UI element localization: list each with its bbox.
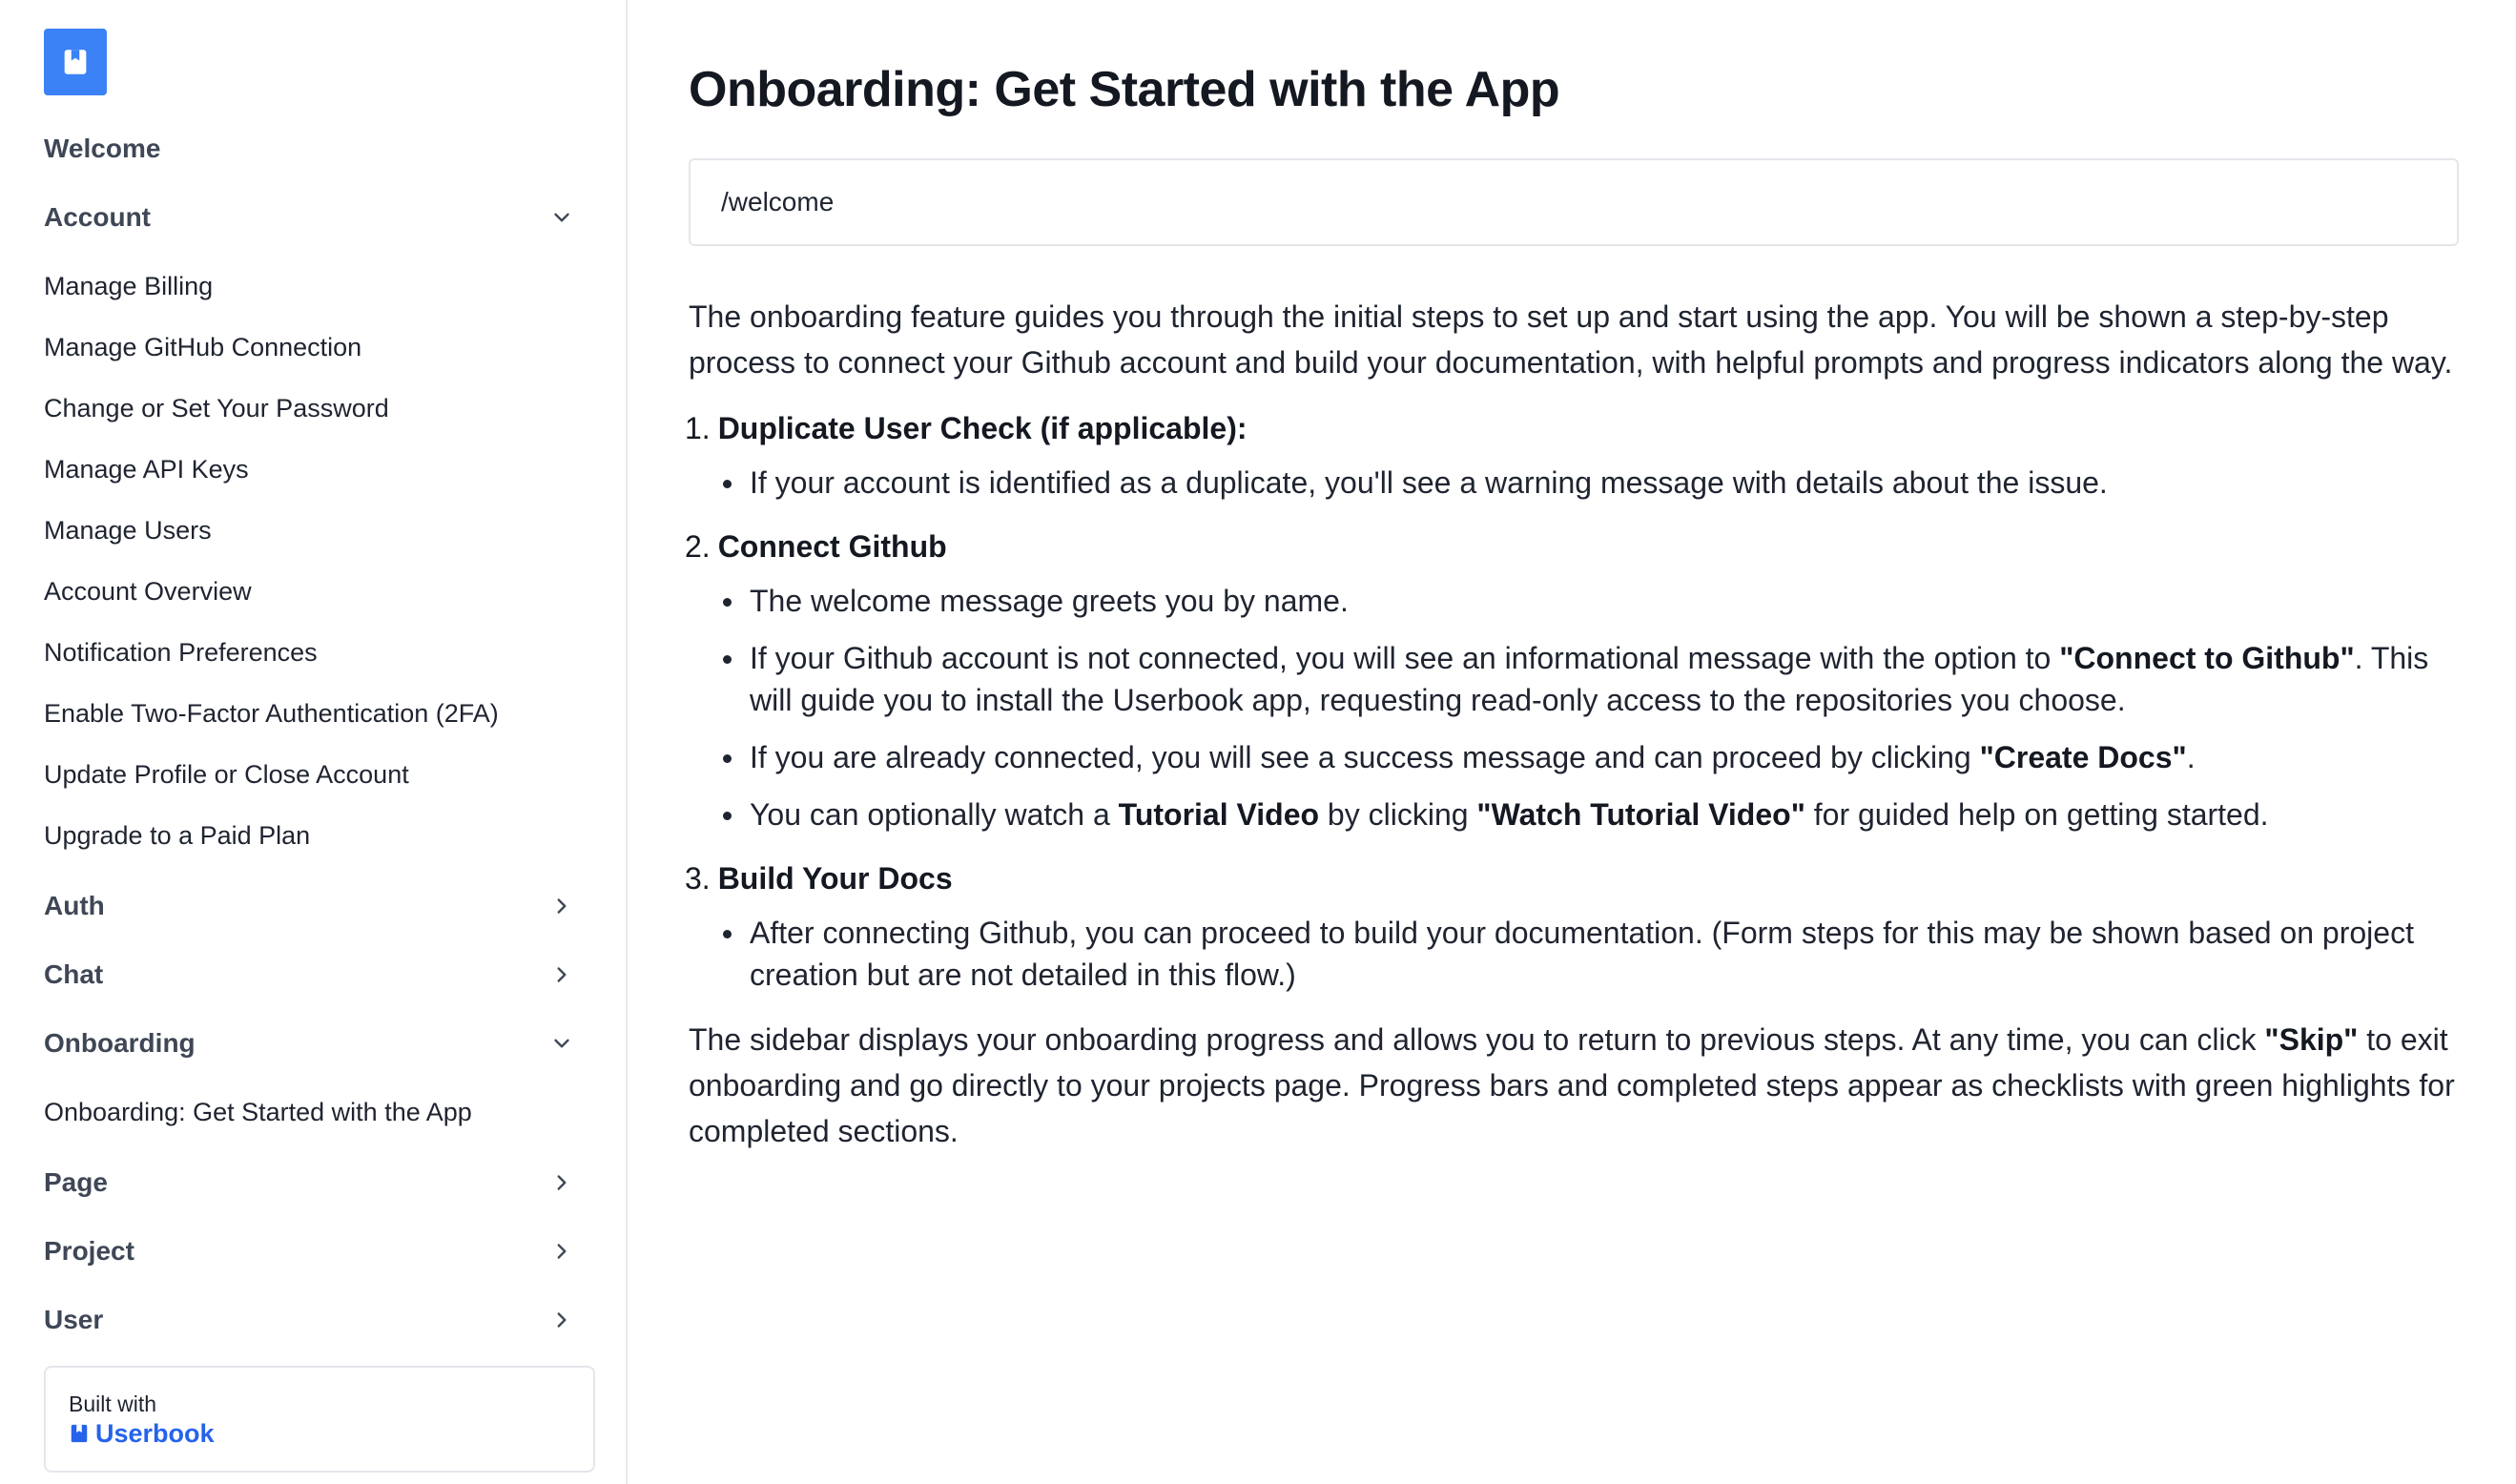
sidebar-item-account-overview[interactable] bbox=[44, 561, 593, 622]
sidebar-item-label: Manage Billing bbox=[44, 271, 214, 300]
sidebar-section-label: Project bbox=[44, 1236, 134, 1266]
book-icon bbox=[59, 46, 92, 78]
chevron-down-icon bbox=[549, 1031, 574, 1056]
sidebar-section-page[interactable] bbox=[44, 1148, 593, 1217]
intro-paragraph: The onboarding feature guides you through the initial steps to set up and start using the app. You will be shown a step-by-step process to connect your Github account and build your documentation, with helpful prompts and progress indicators along the way. bbox=[689, 299, 2453, 380]
step-title: Duplicate User Check (if applicable): bbox=[717, 411, 1248, 445]
sidebar-item-label: Change or Set Your Password bbox=[44, 393, 389, 423]
step-heading bbox=[685, 856, 2459, 900]
sidebar-item-welcome[interactable] bbox=[44, 114, 593, 183]
list-item bbox=[719, 736, 2459, 778]
route-path-box bbox=[689, 158, 2459, 246]
sidebar-section-user[interactable] bbox=[44, 1286, 593, 1354]
book-icon bbox=[69, 1423, 90, 1444]
chevron-right-icon bbox=[549, 1308, 574, 1332]
built-with-brand[interactable] bbox=[69, 1417, 570, 1450]
sidebar-section-label: Page bbox=[44, 1167, 108, 1197]
sidebar-item-upgrade-plan[interactable] bbox=[44, 805, 593, 866]
sidebar-item-onboarding-get-started[interactable] bbox=[44, 1082, 593, 1143]
bullet-text: by clicking bbox=[1319, 797, 1477, 832]
sidebar-item-update-profile[interactable] bbox=[44, 744, 593, 805]
main-content bbox=[628, 0, 2516, 1484]
step-item bbox=[685, 525, 2459, 835]
outro-paragraph bbox=[689, 1017, 2459, 1154]
sidebar-item-notification-preferences[interactable] bbox=[44, 622, 593, 683]
sidebar-item-label: Manage GitHub Connection bbox=[44, 332, 362, 361]
bullet-strong: "Connect to Github" bbox=[2059, 641, 2355, 675]
step-number: 3. bbox=[685, 861, 711, 896]
sidebar-item-manage-api-keys[interactable] bbox=[44, 439, 593, 500]
step-bullets bbox=[689, 462, 2459, 504]
chevron-right-icon bbox=[549, 894, 574, 918]
bullet-text: . This will guide you to install the Userbook app, requesting read-only access to the repositories you choose. bbox=[750, 641, 2429, 717]
sidebar-item-label: Notification Preferences bbox=[44, 637, 318, 667]
sidebar-section-auth[interactable] bbox=[44, 872, 593, 940]
brand-name: Userbook bbox=[95, 1419, 215, 1448]
route-path: /welcome bbox=[721, 187, 835, 216]
list-item bbox=[719, 580, 2459, 622]
step-bullets bbox=[689, 912, 2459, 996]
step-title: Build Your Docs bbox=[717, 861, 953, 896]
outro-strong: "Skip" bbox=[2264, 1022, 2359, 1057]
bullet-text: for guided help on getting started. bbox=[1805, 797, 2269, 832]
list-item bbox=[719, 637, 2459, 721]
sidebar-item-change-password[interactable] bbox=[44, 378, 593, 439]
sidebar-account-items bbox=[44, 252, 593, 872]
sidebar-item-manage-github-connection[interactable] bbox=[44, 317, 593, 378]
sidebar-item-manage-users[interactable] bbox=[44, 500, 593, 561]
bullet-text: The welcome message greets you by name. bbox=[750, 584, 1349, 618]
sidebar-item-label: Manage API Keys bbox=[44, 454, 249, 484]
bullet-text: You can optionally watch a bbox=[750, 797, 1119, 832]
sidebar-item-label: Update Profile or Close Account bbox=[44, 759, 409, 789]
step-title: Connect Github bbox=[717, 529, 947, 564]
sidebar-item-label: Enable Two-Factor Authentication (2FA) bbox=[44, 698, 499, 728]
sidebar-item-label: Upgrade to a Paid Plan bbox=[44, 820, 311, 850]
sidebar-section-label: Auth bbox=[44, 891, 105, 920]
sidebar-item-label: Welcome bbox=[44, 134, 161, 163]
bullet-strong: "Create Docs" bbox=[1979, 740, 2187, 774]
sidebar-section-label: Onboarding bbox=[44, 1028, 196, 1058]
bullet-text: If your account is identified as a duplicate, you'll see a warning message with details about the issue. bbox=[750, 465, 2108, 500]
step-bullets bbox=[689, 580, 2459, 835]
outro-text: The sidebar displays your onboarding progress and allows you to return to previous steps. At any time, you can click bbox=[689, 1022, 2265, 1057]
sidebar-item-enable-2fa[interactable] bbox=[44, 683, 593, 744]
built-with-badge[interactable] bbox=[44, 1366, 595, 1473]
list-item bbox=[719, 794, 2459, 835]
chevron-right-icon bbox=[549, 1170, 574, 1195]
sidebar-section-chat[interactable] bbox=[44, 940, 593, 1009]
sidebar bbox=[0, 0, 628, 1484]
app-logo[interactable] bbox=[44, 29, 107, 95]
chevron-right-icon bbox=[549, 962, 574, 987]
step-number: 2. bbox=[685, 529, 711, 564]
bullet-text: If your Github account is not connected, you will see an informational message with the option to bbox=[750, 641, 2060, 675]
sidebar-section-label: Chat bbox=[44, 959, 104, 989]
sidebar-section-onboarding[interactable] bbox=[44, 1009, 593, 1078]
sidebar-item-label: Manage Users bbox=[44, 515, 212, 545]
built-with-label: Built with bbox=[69, 1391, 157, 1416]
step-heading bbox=[685, 406, 2459, 450]
bullet-text: . bbox=[2186, 740, 2196, 774]
sidebar-item-manage-billing[interactable] bbox=[44, 256, 593, 317]
bullet-text: After connecting Github, you can proceed to build your documentation. (Form steps for this may be shown based on project creation but are not detailed in this flow.) bbox=[750, 916, 2414, 992]
page-title: Onboarding: Get Started with the App bbox=[689, 62, 1560, 117]
sidebar-section-label: User bbox=[44, 1305, 104, 1334]
steps-list bbox=[685, 406, 2459, 996]
list-item bbox=[719, 462, 2459, 504]
bullet-strong: Tutorial Video bbox=[1118, 797, 1320, 832]
step-item bbox=[685, 856, 2459, 996]
step-item bbox=[685, 406, 2459, 504]
sidebar-section-label: Account bbox=[44, 202, 151, 232]
sidebar-onboarding-items bbox=[44, 1078, 593, 1148]
step-heading bbox=[685, 525, 2459, 568]
chevron-down-icon bbox=[549, 205, 574, 230]
sidebar-item-label: Onboarding: Get Started with the App bbox=[44, 1097, 472, 1126]
sidebar-section-project[interactable] bbox=[44, 1217, 593, 1286]
sidebar-item-label: Account Overview bbox=[44, 576, 252, 606]
outro-text: to exit onboarding and go directly to your projects page. Progress bars and completed steps appear as checklists with green highlights for completed sections. bbox=[689, 1022, 2455, 1148]
bullet-text: If you are already connected, you will see a success message and can proceed by clicking bbox=[750, 740, 1980, 774]
bullet-strong: "Watch Tutorial Video" bbox=[1476, 797, 1805, 832]
list-item bbox=[719, 912, 2459, 996]
sidebar-section-account[interactable] bbox=[44, 183, 593, 252]
step-number: 1. bbox=[685, 411, 711, 445]
chevron-right-icon bbox=[549, 1239, 574, 1264]
